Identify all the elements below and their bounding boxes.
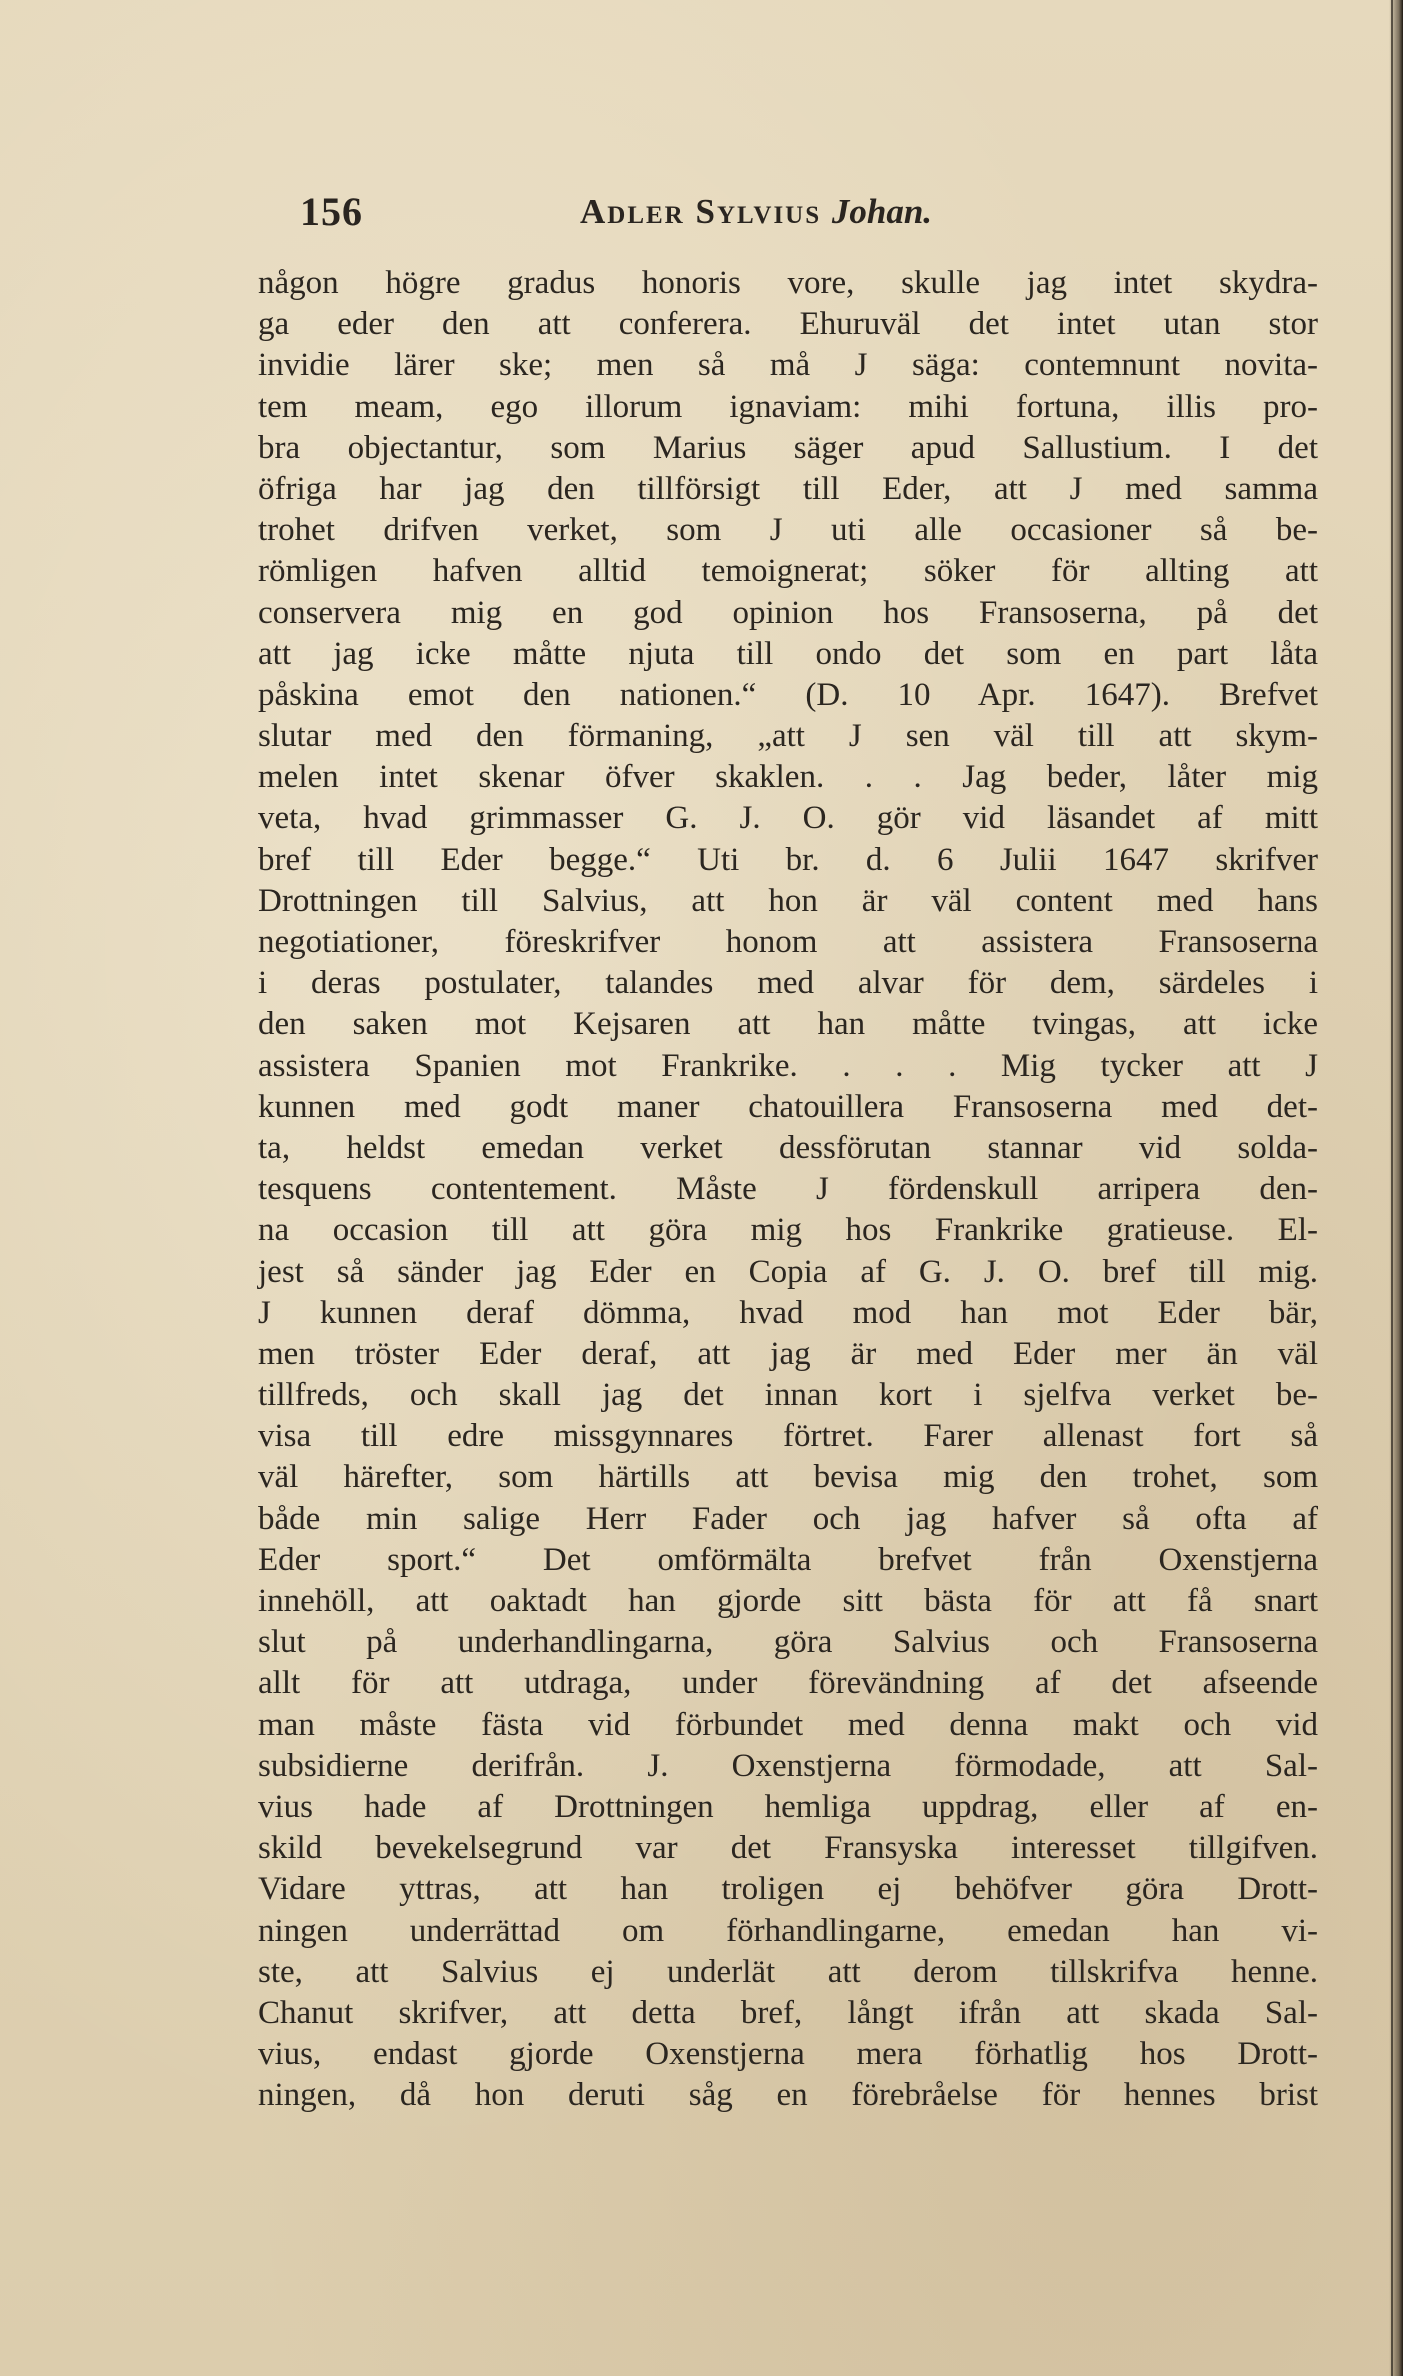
running-head	[300, 188, 1100, 248]
text-line: bra objectantur, som Marius säger apud Sallustium. I det	[258, 429, 1318, 466]
body-text	[258, 263, 1318, 2116]
text-line: invidie lärer ske; men så må J säga: contemnunt novita-	[258, 347, 1318, 384]
text-line: ste, att Salvius ej underlät att derom tillskrifva henne.	[258, 1953, 1318, 1990]
text-line: både min salige Herr Fader och jag hafver så ofta af	[258, 1500, 1318, 1537]
text-line: vius hade af Drottningen hemliga uppdrag, eller af en-	[258, 1788, 1318, 1825]
page-edge-line	[1391, 0, 1393, 2376]
text-line: påskina emot den nationen.“ (D. 10 Apr. 1647). Brefvet	[258, 676, 1318, 713]
text-line: jest så sänder jag Eder en Copia af G. J. O. bref till mig.	[258, 1253, 1318, 1290]
running-title	[580, 192, 932, 232]
text-line: conservera mig en god opinion hos Fransoserna, på det	[258, 594, 1318, 631]
running-title-italic: Johan.	[831, 192, 933, 231]
text-line: att jag icke måtte njuta till ondo det som en part låta	[258, 635, 1318, 672]
text-line: skild bevekelsegrund var det Fransyska interesset tillgifven.	[258, 1830, 1318, 1867]
text-line: trohet drifven verket, som J uti alle occasioner så be-	[258, 512, 1318, 549]
running-title-caps: Adler Sylvius	[580, 192, 822, 231]
text-line: tesquens contentement. Måste J fördenskull arripera den-	[258, 1171, 1318, 1208]
text-line: ga eder den att conferera. Ehuruväl det intet utan stor	[258, 306, 1318, 343]
text-line: slutar med den förmaning, „att J sen väl till att skym-	[258, 718, 1318, 755]
text-line: öfriga har jag den tillförsigt till Eder, att J med samma	[258, 470, 1318, 507]
text-line: veta, hvad grimmasser G. J. O. gör vid läsandet af mitt	[258, 800, 1318, 837]
text-line: visa till edre missgynnares förtret. Farer allenast fort så	[258, 1418, 1318, 1455]
text-line: melen intet skenar öfver skaklen. . . Jag beder, låter mig	[258, 759, 1318, 796]
text-line: tillfreds, och skall jag det innan kort i sjelfva verket be-	[258, 1377, 1318, 1414]
text-line: subsidierne derifrån. J. Oxenstjerna förmodade, att Sal-	[258, 1747, 1318, 1784]
text-line: men tröster Eder deraf, att jag är med Eder mer än väl	[258, 1335, 1318, 1372]
text-line: J kunnen deraf dömma, hvad mod han mot Eder bär,	[258, 1294, 1318, 1331]
text-line: allt för att utdraga, under förevändning af det afseende	[258, 1665, 1318, 1702]
text-line: tem meam, ego illorum ignaviam: mihi fortuna, illis pro-	[258, 388, 1318, 425]
text-line: väl härefter, som härtills att bevisa mig den trohet, som	[258, 1459, 1318, 1496]
text-line: ningen underrättad om förhandlingarne, emedan han vi-	[258, 1912, 1318, 1949]
text-line: i deras postulater, talandes med alvar för dem, särdeles i	[258, 965, 1318, 1002]
text-line: slut på underhandlingarna, göra Salvius och Fransoserna	[258, 1624, 1318, 1661]
text-line: vius, endast gjorde Oxenstjerna mera förhatlig hos Drott-	[258, 2036, 1318, 2073]
text-line: Vidare yttras, att han troligen ej behöfver göra Drott-	[258, 1871, 1318, 1908]
text-line: Chanut skrifver, att detta bref, långt ifrån att skada Sal-	[258, 1994, 1318, 2031]
page-number: 156	[300, 189, 363, 234]
text-line: någon högre gradus honoris vore, skulle jag intet skydra-	[258, 265, 1318, 301]
text-line: assistera Spanien mot Frankrike. . . . Mig tycker att J	[258, 1047, 1318, 1084]
text-line: ta, heldst emedan verket dessförutan stannar vid solda-	[258, 1129, 1318, 1166]
text-line: bref till Eder begge.“ Uti br. d. 6 Julii 1647 skrifver	[258, 841, 1318, 878]
text-line: römligen hafven alltid temoignerat; söker för allting att	[258, 553, 1318, 590]
text-line: man måste fästa vid förbundet med denna makt och vid	[258, 1706, 1318, 1743]
text-line: na occasion till att göra mig hos Frankrike gratieuse. El-	[258, 1212, 1318, 1249]
text-line: kunnen med godt maner chatouillera Fransoserna med det-	[258, 1088, 1318, 1125]
text-line: ningen, då hon deruti såg en förebråelse för hennes brist	[258, 2077, 1318, 2114]
text-line: negotiationer, föreskrifver honom att assistera Fransoserna	[258, 924, 1318, 960]
text-line: innehöll, att oaktadt han gjorde sitt bästa för att få snart	[258, 1583, 1318, 1619]
text-line: Eder sport.“ Det omförmälta brefvet från Oxenstjerna	[258, 1541, 1318, 1578]
text-line: Drottningen till Salvius, att hon är väl content med hans	[258, 882, 1318, 919]
text-line: den saken mot Kejsaren att han måtte tvingas, att icke	[258, 1006, 1318, 1043]
